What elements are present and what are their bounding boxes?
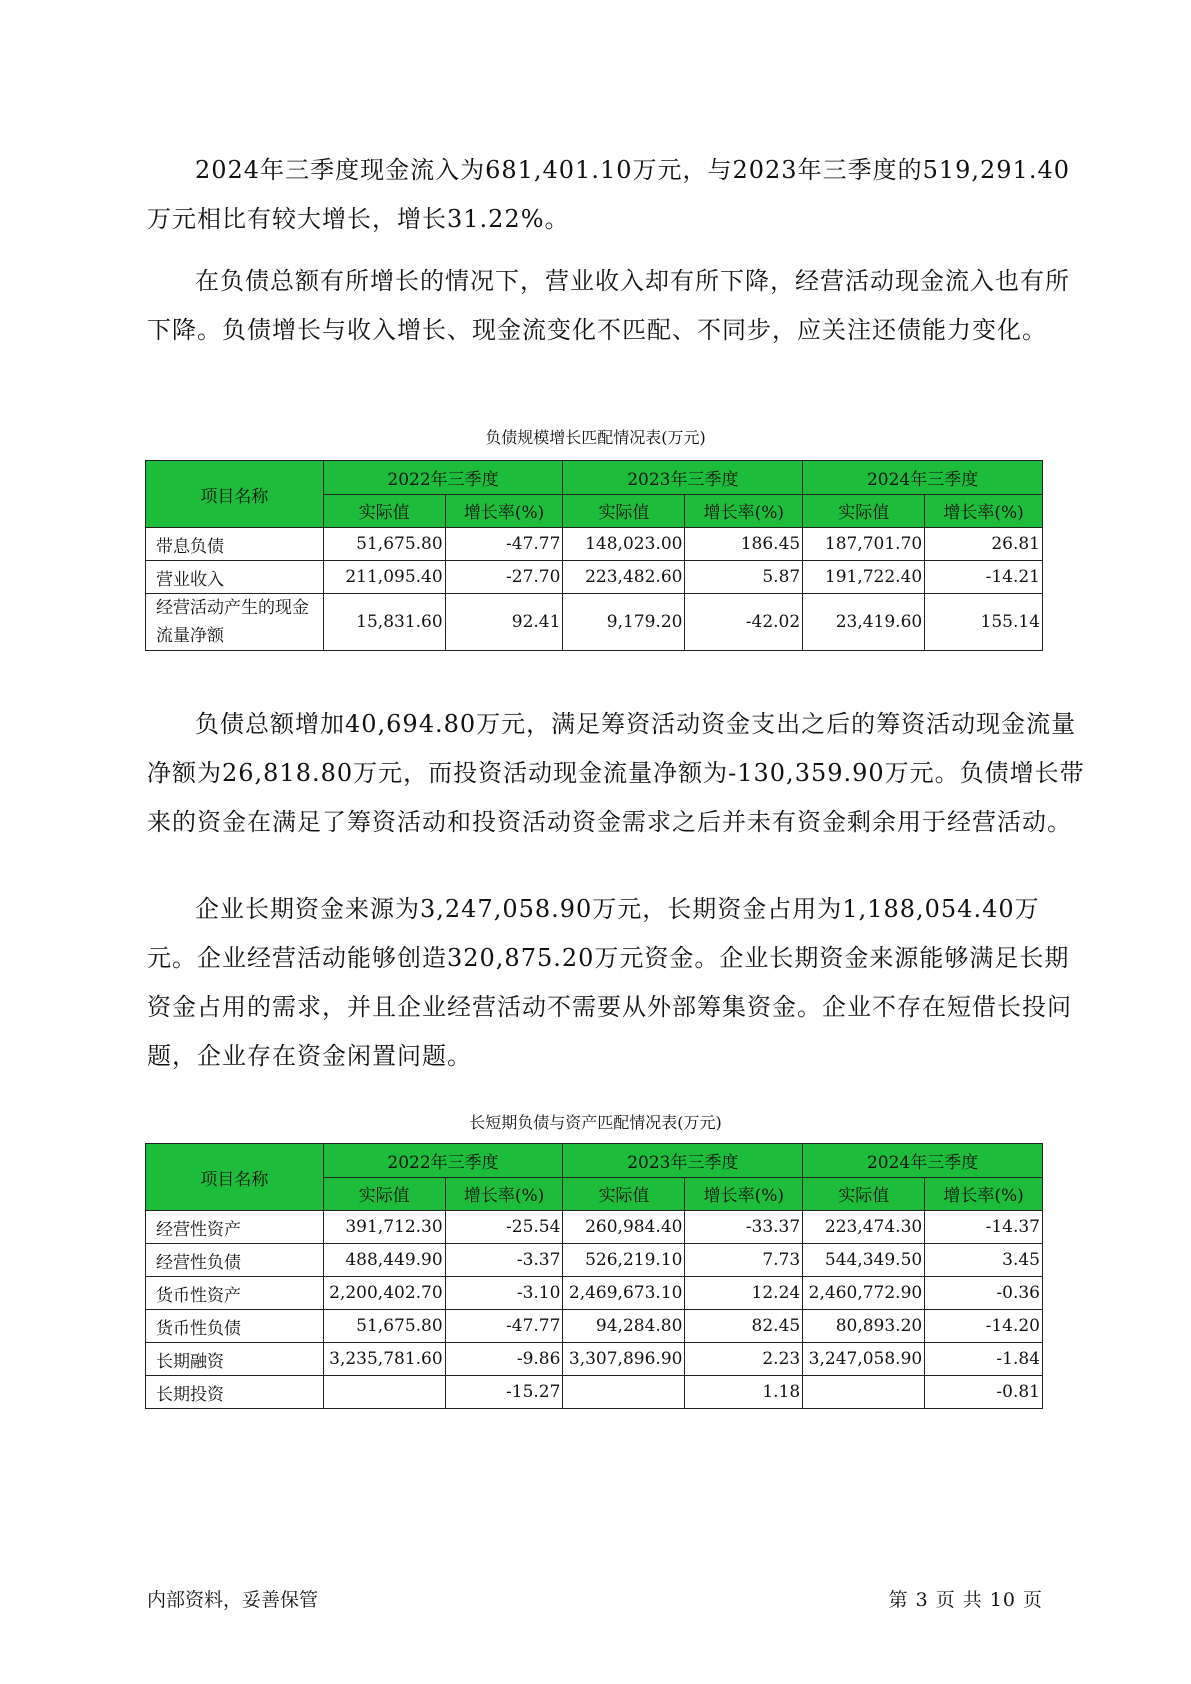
cell-value: 211,095.40	[323, 561, 445, 594]
row-label: 营业收入	[146, 561, 324, 594]
footer-page-number: 第 3 页 共 10 页	[888, 1589, 1043, 1611]
cell-value: 148,023.00	[563, 528, 685, 561]
cell-value: 94,284.80	[563, 1310, 685, 1343]
cell-value: 155.14	[925, 594, 1043, 651]
cell-value: 2,200,402.70	[323, 1277, 445, 1310]
cell-value: 51,675.80	[323, 528, 445, 561]
cell-value: 186.45	[685, 528, 803, 561]
row-label: 长期融资	[146, 1343, 324, 1376]
table-row	[146, 1277, 1043, 1310]
header-period: 2024年三季度	[803, 1144, 1043, 1178]
cell-value: -25.54	[445, 1211, 563, 1244]
cell-value: 2,469,673.10	[563, 1277, 685, 1310]
cell-value: -27.70	[445, 561, 563, 594]
header-actual: 实际值	[803, 494, 925, 528]
footer-confidential-note: 内部资料，妥善保管	[147, 1589, 319, 1611]
cell-value: 3,307,896.90	[563, 1343, 685, 1376]
cell-value: 80,893.20	[803, 1310, 925, 1343]
header-item-name: 项目名称	[146, 461, 324, 528]
cell-value: 15,831.60	[323, 594, 445, 651]
cell-value: -0.36	[925, 1277, 1043, 1310]
cell-value	[563, 1376, 685, 1409]
table-row	[146, 528, 1043, 561]
cell-value: -1.84	[925, 1343, 1043, 1376]
header-growth: 增长率(%)	[685, 1177, 803, 1211]
paragraph-debt-increase: 负债总额增加40,694.80万元，满足筹资活动资金支出之后的筹资活动现金流量净额为26,818.80万元，而投资活动现金流量净额为-130,359.90万元。负债增长带来的资金在满足了筹资活动和投资活动资金需求之后并未有资金剩余用于经营活动。	[147, 710, 1085, 836]
cell-value: 2.23	[685, 1343, 803, 1376]
header-actual: 实际值	[323, 1177, 445, 1211]
table-row	[146, 1343, 1043, 1376]
cell-value: 1.18	[685, 1376, 803, 1409]
table-row	[146, 1376, 1043, 1409]
cell-value: -9.86	[445, 1343, 563, 1376]
cell-value	[803, 1376, 925, 1409]
paragraph-long-term-funds: 企业长期资金来源为3,247,058.90万元，长期资金占用为1,188,054.40万元。企业经营活动能够创造320,875.20万元资金。企业长期资金来源能够满足长期资金占用的需求，并且企业经营活动不需要从外部筹集资金。企业不存在短借长投问题，企业存在资金闲置问题。	[147, 895, 1072, 1070]
cell-value: 82.45	[685, 1310, 803, 1343]
row-label: 经营活动产生的现金流量净额	[146, 594, 324, 651]
header-actual: 实际值	[563, 494, 685, 528]
table-row	[146, 1211, 1043, 1244]
paragraph-debt-growth: 在负债总额有所增长的情况下，营业收入却有所下降，经营活动现金流入也有所下降。负债增长与收入增长、现金流变化不匹配、不同步，应关注还债能力变化。	[147, 267, 1070, 344]
cell-value: 12.24	[685, 1277, 803, 1310]
cell-value: -47.77	[445, 1310, 563, 1343]
cell-value: 223,474.30	[803, 1211, 925, 1244]
table-row	[146, 561, 1043, 594]
cell-value: 391,712.30	[323, 1211, 445, 1244]
cell-value: -3.37	[445, 1244, 563, 1277]
cell-value: 2,460,772.90	[803, 1277, 925, 1310]
cell-value: 5.87	[685, 561, 803, 594]
cell-value: 51,675.80	[323, 1310, 445, 1343]
row-label: 长期投资	[146, 1376, 324, 1409]
cell-value: -42.02	[685, 594, 803, 651]
cell-value: 191,722.40	[803, 561, 925, 594]
cell-value: 223,482.60	[563, 561, 685, 594]
header-actual: 实际值	[323, 494, 445, 528]
header-growth: 增长率(%)	[445, 494, 563, 528]
cell-value: -0.81	[925, 1376, 1043, 1409]
cell-value	[323, 1376, 445, 1409]
header-period: 2024年三季度	[803, 461, 1043, 495]
table-caption-asset-liability: 长短期负债与资产匹配情况表(万元)	[469, 1113, 722, 1132]
cell-value: 23,419.60	[803, 594, 925, 651]
cell-value: 187,701.70	[803, 528, 925, 561]
cell-value: -14.21	[925, 561, 1043, 594]
table-row	[146, 594, 1043, 651]
cell-value: 3,247,058.90	[803, 1343, 925, 1376]
header-growth: 增长率(%)	[925, 494, 1043, 528]
header-period: 2023年三季度	[563, 1144, 803, 1178]
header-actual: 实际值	[803, 1177, 925, 1211]
cell-value: 488,449.90	[323, 1244, 445, 1277]
header-period: 2022年三季度	[323, 461, 563, 495]
header-item-name: 项目名称	[146, 1144, 324, 1211]
row-label: 货币性资产	[146, 1277, 324, 1310]
header-growth: 增长率(%)	[685, 494, 803, 528]
table-row	[146, 1310, 1043, 1343]
row-label: 带息负债	[146, 528, 324, 561]
cell-value: -15.27	[445, 1376, 563, 1409]
header-growth: 增长率(%)	[925, 1177, 1043, 1211]
table-caption-debt-scale: 负债规模增长匹配情况表(万元)	[485, 428, 706, 447]
cell-value: 7.73	[685, 1244, 803, 1277]
row-label: 经营性负债	[146, 1244, 324, 1277]
cell-value: 260,984.40	[563, 1211, 685, 1244]
cell-value: -33.37	[685, 1211, 803, 1244]
header-period: 2022年三季度	[323, 1144, 563, 1178]
header-actual: 实际值	[563, 1177, 685, 1211]
cell-value: -3.10	[445, 1277, 563, 1310]
row-label: 经营性资产	[146, 1211, 324, 1244]
cell-value: 526,219.10	[563, 1244, 685, 1277]
cell-value: 92.41	[445, 594, 563, 651]
cell-value: 3.45	[925, 1244, 1043, 1277]
paragraph-cash-inflow: 2024年三季度现金流入为681,401.10万元，与2023年三季度的519,291.40万元相比有较大增长，增长31.22%。	[147, 156, 1070, 233]
table-asset-liability	[145, 1143, 1043, 1409]
cell-value: -14.20	[925, 1310, 1043, 1343]
cell-value: -14.37	[925, 1211, 1043, 1244]
cell-value: 3,235,781.60	[323, 1343, 445, 1376]
cell-value: 26.81	[925, 528, 1043, 561]
table-row	[146, 1244, 1043, 1277]
cell-value: -47.77	[445, 528, 563, 561]
header-period: 2023年三季度	[563, 461, 803, 495]
cell-value: 9,179.20	[563, 594, 685, 651]
row-label: 货币性负债	[146, 1310, 324, 1343]
table-debt-scale	[145, 460, 1043, 651]
header-growth: 增长率(%)	[445, 1177, 563, 1211]
cell-value: 544,349.50	[803, 1244, 925, 1277]
